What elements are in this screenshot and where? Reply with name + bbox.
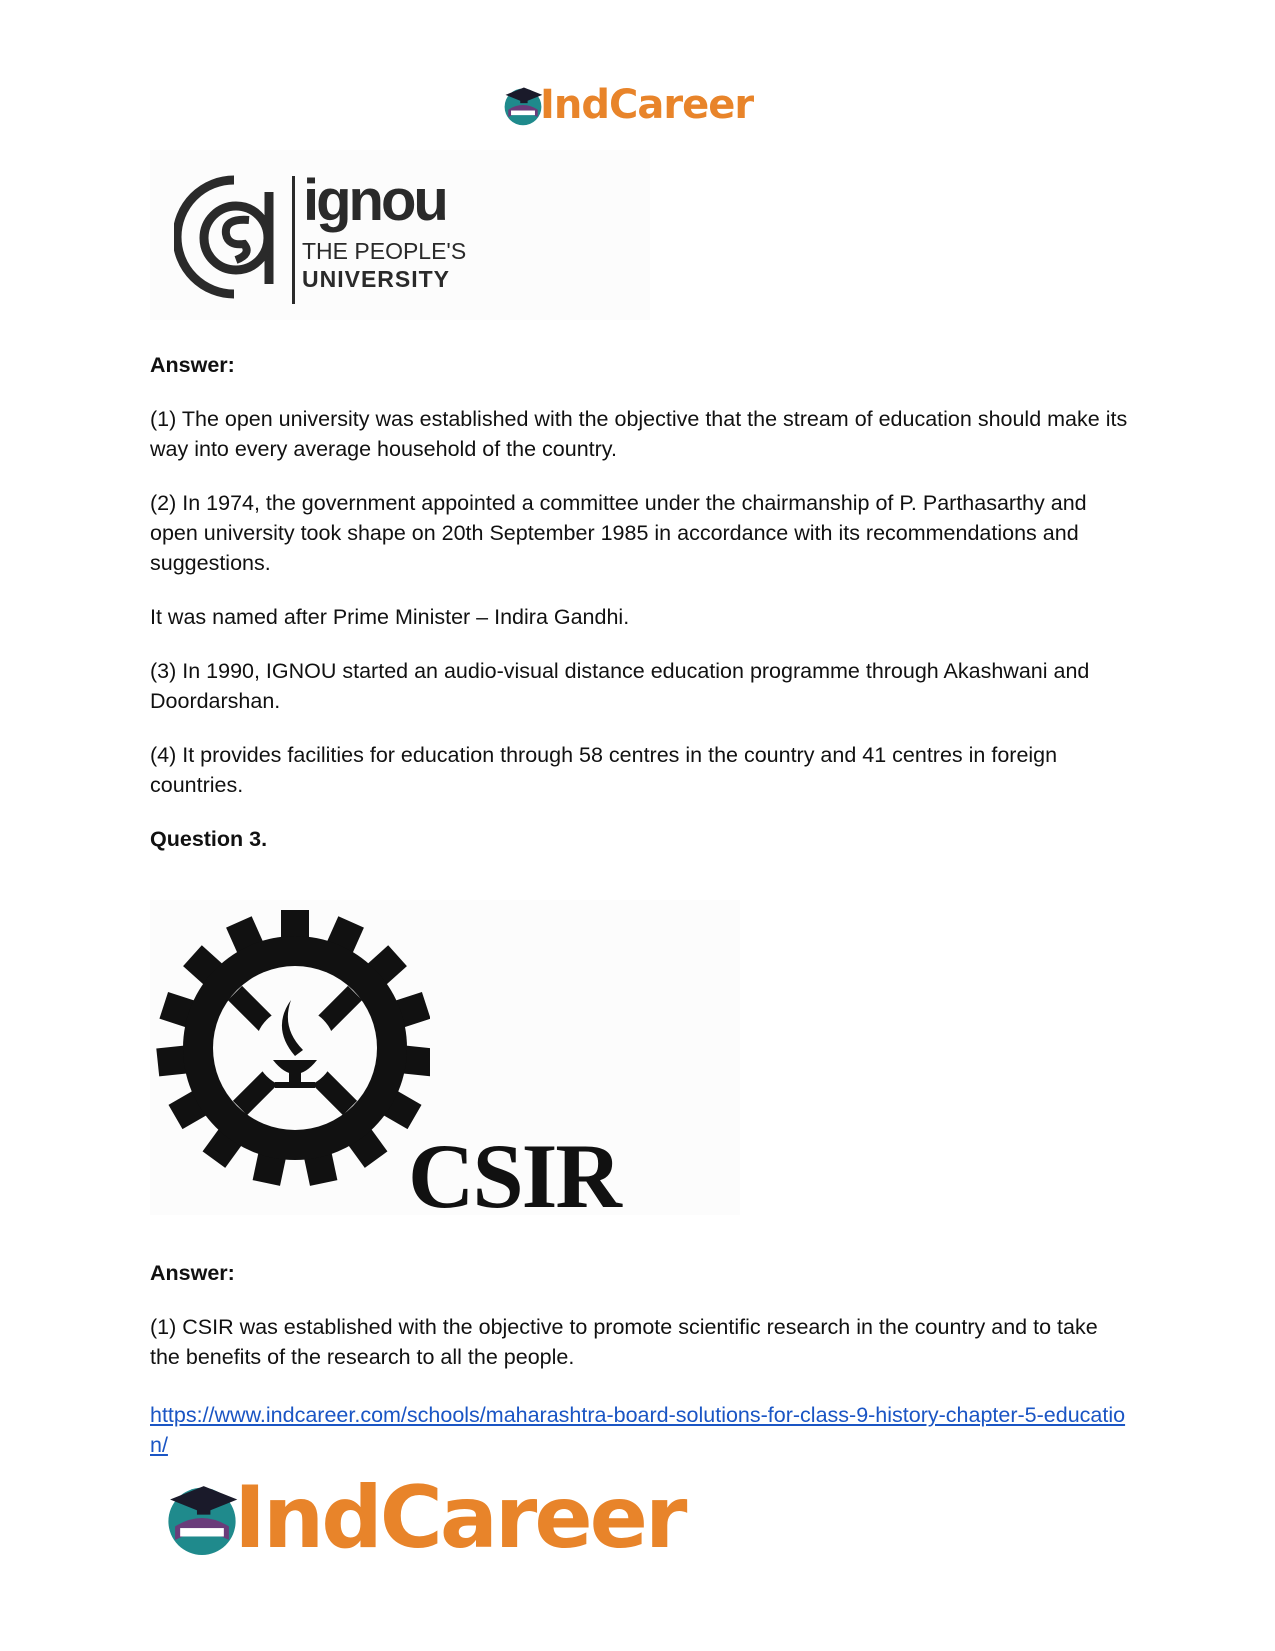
source-link[interactable]: https://www.indcareer.com/schools/maharashtra-board-solutions-for-class-9-history-chapter-5-education/ — [150, 1403, 1126, 1457]
ignou-wordmark: ignou — [303, 168, 446, 233]
brand-wordmark: IndCareer — [540, 82, 754, 128]
answer-heading: Answer: — [150, 353, 235, 377]
ignou-divider — [292, 176, 295, 304]
csir-wordmark: CSIR — [408, 1125, 620, 1227]
csir-logo — [150, 900, 740, 1227]
header-logo — [500, 78, 780, 132]
ignou-tagline-1: THE PEOPLE'S — [302, 238, 467, 264]
csir-gear-emblem-icon — [150, 900, 430, 1190]
question-heading: Question 3. — [150, 827, 268, 851]
answer-paragraph: (2) In 1974, the government appointed a committee under the chairmanship of P. Parthasarthy and open university took shape on 20th September 1985 in accordance with its recommendations and suggestions. — [150, 491, 1087, 575]
answer-paragraph: (3) In 1990, IGNOU started an audio-visual distance education programme through Akashwani and Doordarshan. — [150, 659, 1090, 713]
answer-paragraph: (1) CSIR was established with the objective to promote scientific research in the country and to take the benefits of the research to all the people. — [150, 1315, 1098, 1369]
answer-paragraph: It was named after Prime Minister – Indira Gandhi. — [150, 605, 630, 629]
ignou-logo — [150, 150, 650, 320]
brand-wordmark: IndCareer — [234, 1468, 685, 1568]
graduation-globe-icon — [160, 1476, 244, 1560]
answer-paragraph: (4) It provides facilities for education through 58 centres in the country and 41 centres in foreign countries. — [150, 743, 1058, 797]
ignou-emblem-icon — [174, 172, 294, 302]
ignou-tagline-2: UNIVERSITY — [302, 266, 451, 292]
answer-paragraph: (1) The open university was established with the objective that the stream of education should make its way into every average household of the country. — [150, 407, 1128, 461]
answer-heading: Answer: — [150, 1261, 235, 1285]
footer-logo — [160, 1468, 720, 1568]
